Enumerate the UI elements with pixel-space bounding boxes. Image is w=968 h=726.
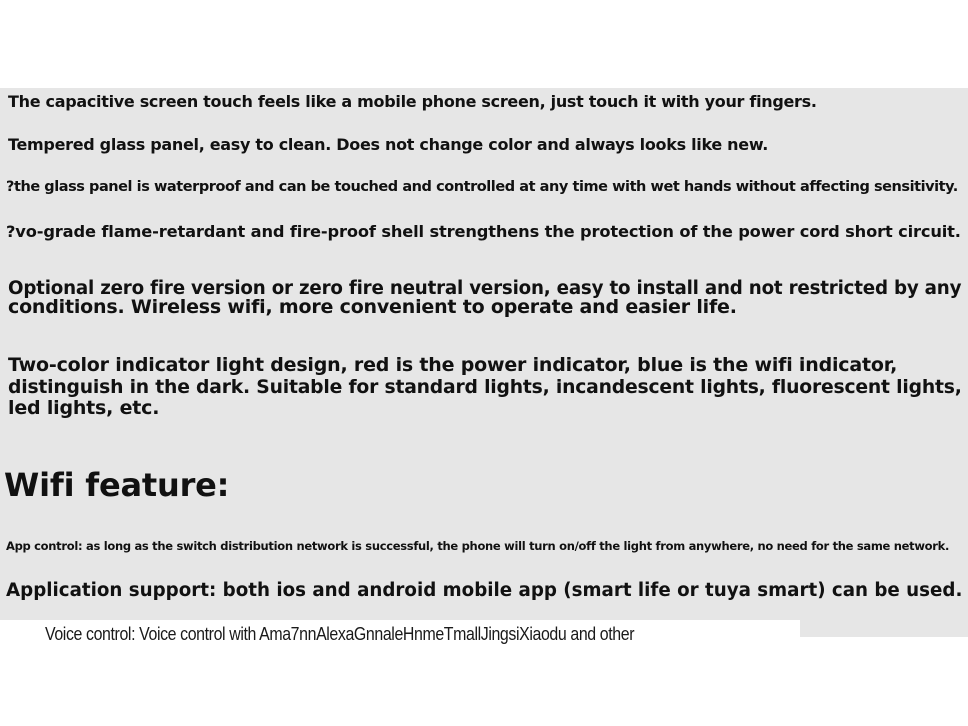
feature-waterproof: ?the glass panel is waterproof and can be touched and controlled at any time with wet hands without affecting sensitivity.: [6, 179, 958, 195]
feature-indicator-line-1: Two-color indicator light design, red is the power indicator, blue is the wifi indicator,: [8, 354, 898, 376]
wifi-app-control: App control: as long as the switch distribution network is successful, the phone will turn on/off the light from anywhere, no need for the same network.: [6, 539, 950, 553]
feature-indicator-line-3: led lights, etc.: [8, 397, 160, 419]
feature-indicator-line-2: distinguish in the dark. Suitable for standard lights, incandescent lights, fluorescent lights,: [8, 377, 962, 398]
feature-capacitive-touch: The capacitive screen touch feels like a mobile phone screen, just touch it with your fingers.: [8, 92, 817, 111]
wifi-application-support: Application support: both ios and android mobile app (smart life or tuya smart) can be used.: [6, 580, 963, 601]
feature-optional-version-line-1: Optional zero fire version or zero fire neutral version, easy to install and not restricted by any: [8, 278, 962, 299]
wifi-feature-heading: Wifi feature:: [4, 466, 230, 504]
feature-optional-version-line-2: conditions. Wireless wifi, more convenient to operate and easier life.: [8, 296, 737, 318]
feature-flame-retardant: ?vo-grade flame-retardant and fire-proof shell strengthens the protection of the power cord short circuit.: [6, 222, 961, 241]
feature-tempered-glass: Tempered glass panel, easy to clean. Does not change color and always looks like new.: [8, 135, 769, 154]
wifi-voice-control: Voice control: Voice control with Ama7nnAlexaGnnaleHnmeTmallJingsiXiaodu and other: [45, 623, 635, 644]
